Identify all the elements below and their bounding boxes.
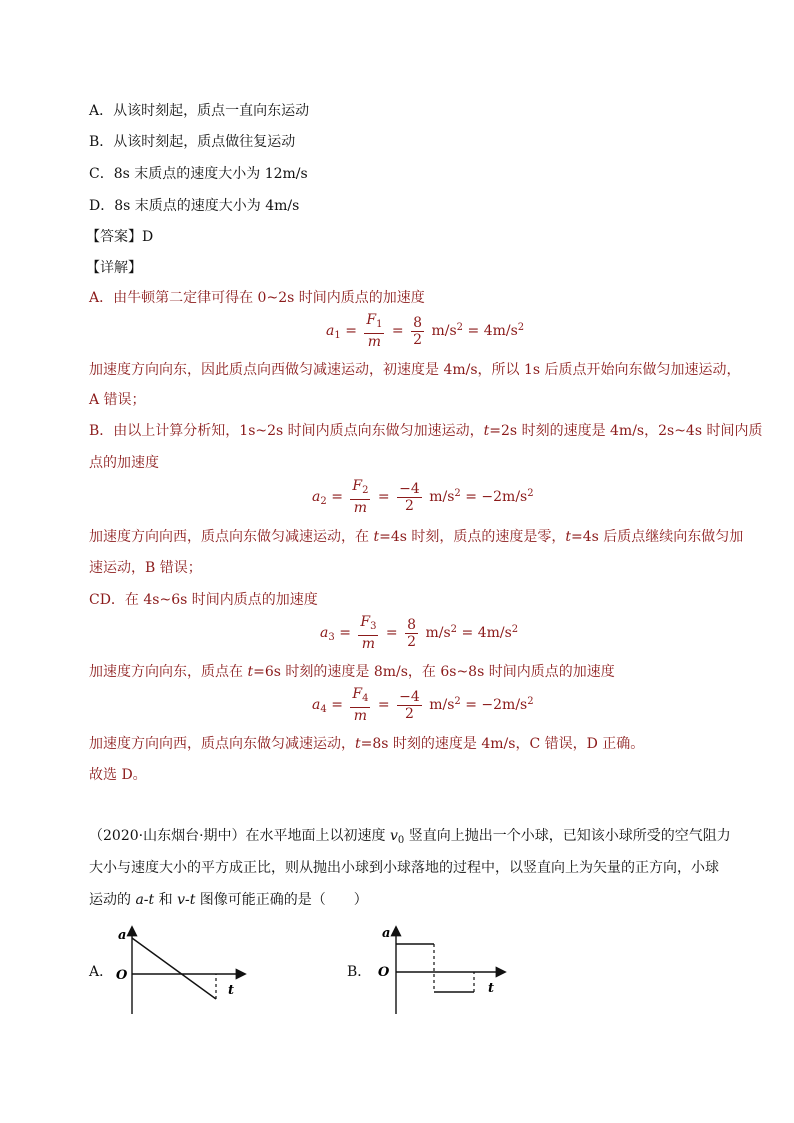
section-a-result-1: 加速度方向向东，因此质点向西做匀减速运动，初速度是 4m/s，所以 1s 后质点开始向东做匀加速运动， [89, 362, 741, 378]
option-c: C．8s 末质点的速度大小为 12m/s [89, 166, 308, 182]
section-b-intro-2: 点的加速度 [89, 455, 159, 471]
graph-a-x-label: t [228, 983, 235, 998]
graph-a-y-label: a [118, 928, 127, 943]
equation-a4: $a_4$ = $\frac{F_4}{m}$ = $\frac{-4}{2}$ $m/s^2 = -2m/s^2$ [312, 686, 534, 724]
section-cd-mid: 加速度方向向东，质点在 t=6s 时刻的速度是 8m/s，在 6s~8s 时间内质点的加速度 [89, 664, 615, 680]
graph-b [370, 922, 510, 1018]
conclusion: 故选 D。 [89, 767, 147, 783]
graph-a-origin: O [116, 968, 128, 983]
question-line-1: （2020·山东烟台·期中）在水平地面上以初速度 $v_0$ 竖直向上抛出一个小球，已知该小球所受的空气阻力 [89, 828, 731, 846]
detail-heading: 【详解】 [86, 260, 142, 276]
equation-a2: $a_2$ = $\frac{F_2}{m}$ = $\frac{-4}{2}$ $m/s^2 = -2m/s^2$ [312, 478, 534, 516]
equation-a3: $a_3$ = $\frac{F_3}{m}$ = $\frac{8}{2}$ $m/s^2 = 4m/s^2$ [320, 614, 519, 652]
graph-b-origin: O [378, 965, 390, 980]
question-line-3: 运动的 a-t 和 v-t 图像可能正确的是（ ） [89, 892, 368, 908]
graph-a-label: A． [89, 964, 114, 980]
section-cd-result: 加速度方向向西，质点向东做匀减速运动，t=8s 时刻的速度是 4m/s，C 错误，D 正确。 [89, 736, 645, 752]
graph-a [110, 922, 250, 1018]
graph-b-label: B． [347, 964, 372, 980]
section-b-result-1: 加速度方向向西，质点向东做匀减速运动，在 t=4s 时刻，质点的速度是零，t=4s 后质点继续向东做匀加 [89, 529, 744, 545]
option-a: A．从该时刻起，质点一直向东运动 [89, 103, 310, 119]
section-a-result-2: A 错误； [89, 392, 146, 408]
graph-b-y-label: a [382, 926, 391, 941]
graph-b-x-label: t [488, 981, 495, 996]
graph-a-line [132, 938, 216, 999]
option-b: B．从该时刻起，质点做往复运动 [89, 134, 296, 150]
section-a-intro: A．由牛顿第二定律可得在 0~2s 时间内质点的加速度 [89, 290, 425, 306]
section-b-result-2: 速运动，B 错误； [89, 560, 202, 576]
section-b-intro-1: B．由以上计算分析知，1s~2s 时间内质点向东做匀加速运动，t=2s 时刻的速度是 4m/s，2s~4s 时间内质 [89, 423, 763, 439]
section-cd-intro: CD．在 4s~6s 时间内质点的加速度 [89, 592, 318, 608]
option-d: D．8s 末质点的速度大小为 4m/s [89, 198, 300, 214]
question-line-2: 大小与速度大小的平方成正比，则从抛出小球到小球落地的过程中，以竖直向上为矢量的正方向，小球 [89, 860, 719, 876]
answer-label: 【答案】D [86, 229, 154, 245]
equation-a1: $a_1$ = $\frac{F_1}{m}$ = $\frac{8}{2}$ $m/s^2 = 4m/s^2$ [326, 312, 525, 350]
